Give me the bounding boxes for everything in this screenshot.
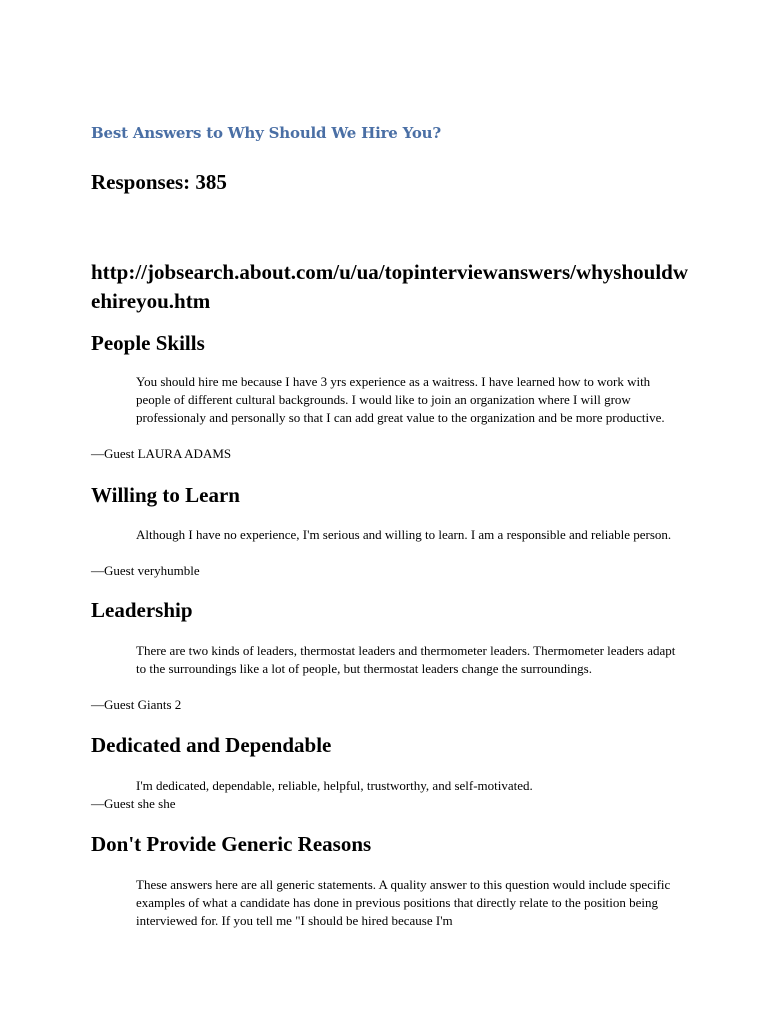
source-url: http://jobsearch.about.com/u/ua/topinterviewanswers/whyshouldwehireyou.htm (91, 260, 689, 313)
answer-text-leadership: There are two kinds of leaders, thermostat leaders and thermometer leaders. Thermometer leaders adapt to the surroundings like a lot of people, but thermostat leaders change the surroundings. (136, 643, 676, 676)
section-heading-willing-to-learn: Willing to Learn (91, 483, 240, 507)
attribution-leadership: —Guest Giants 2 (91, 697, 182, 712)
attribution-willing-to-learn: —Guest veryhumble (91, 563, 200, 578)
answer-text-willing-to-learn: Although I have no experience, I'm serious and willing to learn. I am a responsible and reliable person. (136, 527, 672, 542)
section-heading-generic-reasons: Don't Provide Generic Reasons (91, 832, 372, 856)
answer-text-people-skills: You should hire me because I have 3 yrs experience as a waitress. I have learned how to work with people of different cultural backgrounds. I would like to join an organization where I will grow professionaly and personally so that I can add great value to the organization and be more productive. (136, 374, 665, 425)
responses-count: Responses: 385 (91, 170, 227, 194)
attribution-dedicated-and-dependable: —Guest she she (91, 796, 176, 811)
document-title: Best Answers to Why Should We Hire You? (91, 124, 441, 142)
answer-text-generic-reasons: These answers here are all generic statements. A quality answer to this question would include specific examples of what a candidate has done in previous positions that directly relate to the position being interviewed for. If you tell me "I should be hired because I'm (136, 877, 671, 928)
section-heading-people-skills: People Skills (91, 331, 205, 355)
section-heading-dedicated-and-dependable: Dedicated and Dependable (91, 733, 332, 757)
answer-text-dedicated-and-dependable: I'm dedicated, dependable, reliable, helpful, trustworthy, and self-motivated. (136, 778, 533, 793)
section-heading-leadership: Leadership (91, 598, 193, 622)
attribution-people-skills: —Guest LAURA ADAMS (91, 446, 232, 461)
